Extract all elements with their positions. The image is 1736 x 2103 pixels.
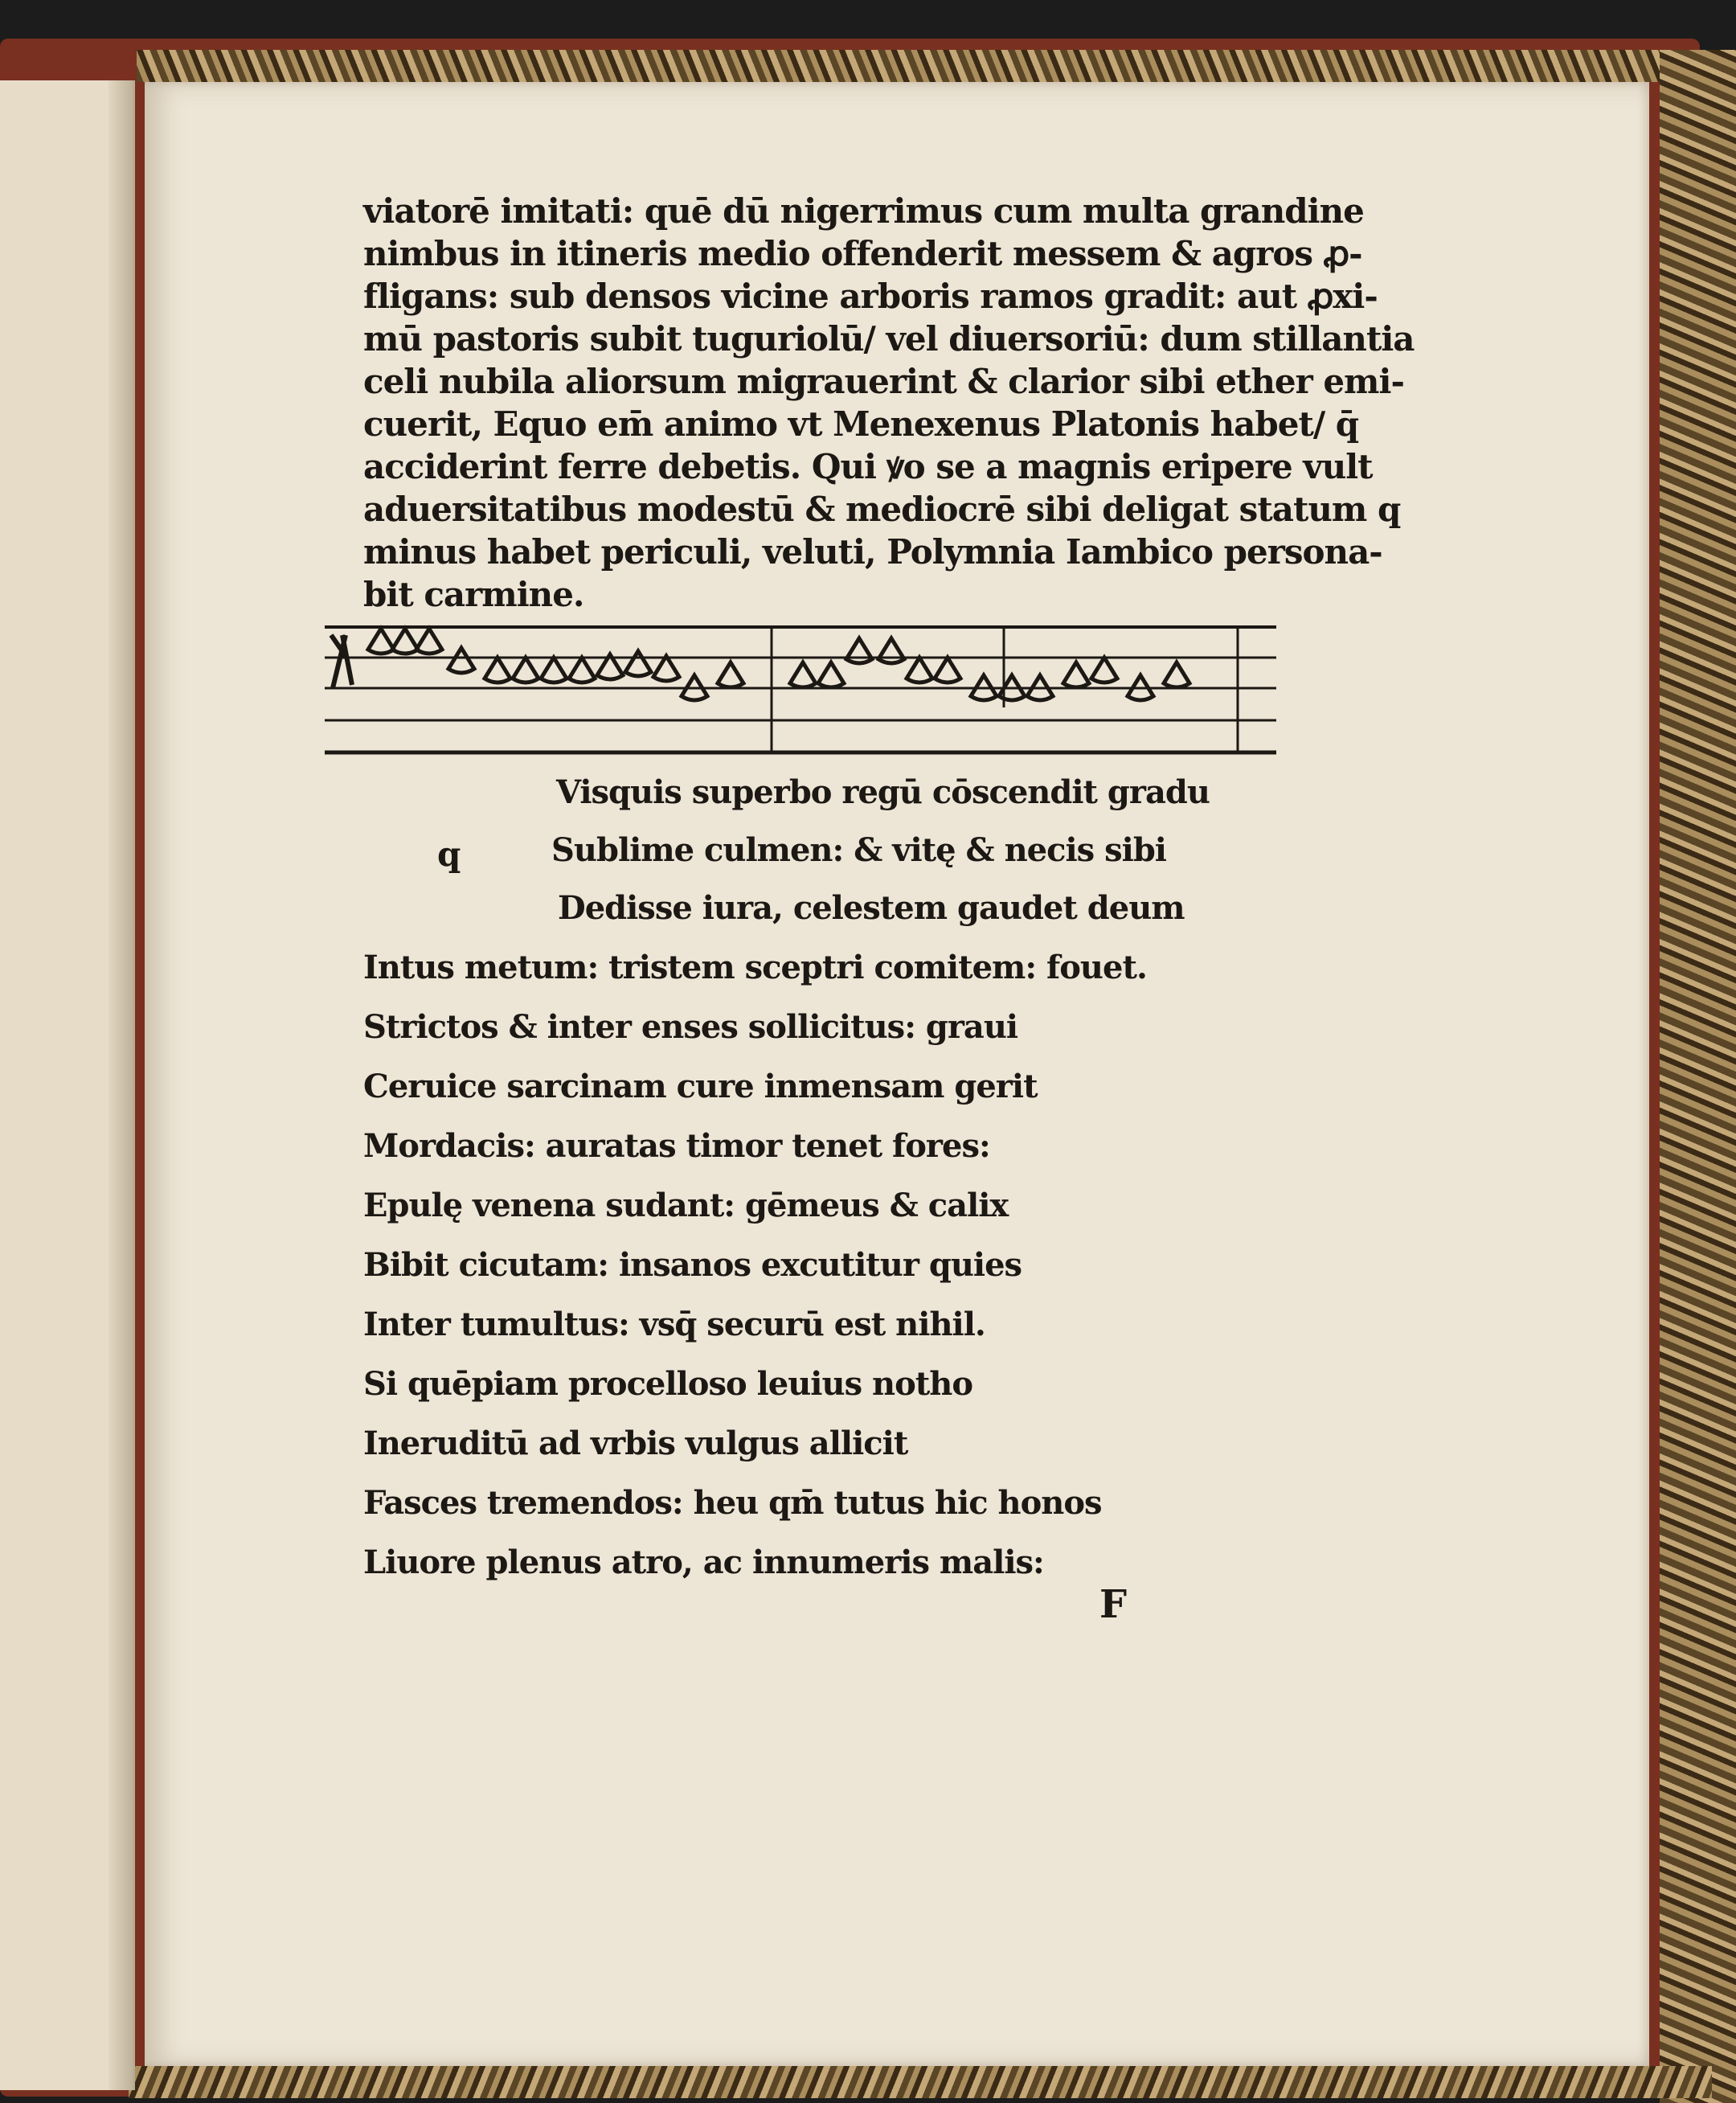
neume-note — [416, 629, 442, 654]
prose-line: celi nubila aliorsum migrauerint & clarior sibi ether emi- — [363, 362, 1404, 401]
neume-note — [653, 656, 679, 681]
left-page — [0, 80, 135, 2090]
verse-line: Ceruice sarcinam cure inmensam gerit — [363, 1068, 1038, 1105]
marbled-edge-top — [137, 50, 1712, 82]
gutter-shadow — [108, 80, 133, 2090]
music-staff — [325, 611, 1281, 764]
verse-line: Epulę venena sudant: gēmeus & calix — [363, 1187, 1009, 1224]
verse-line: Strictos & inter enses sollicitus: graui — [363, 1008, 1018, 1046]
verse-line: Intus metum: tristem sceptri comitem: fouet. — [363, 949, 1147, 986]
prose-line: aduersitatibus modestū & mediocrē sibi deligat statum q — [363, 490, 1401, 529]
prose-line: cuerit, Equo em̄ animo vt Menexenus Platonis habet/ q̄ — [363, 404, 1359, 444]
neume-note — [485, 658, 510, 683]
neume-note — [1091, 658, 1117, 683]
prose-line: bit carmine. — [363, 575, 584, 614]
verse-line: Dedisse iura, celestem gaudet deum — [558, 889, 1185, 927]
verse-line: Fasces tremendos: heu qm̄ tutus hic honos — [363, 1484, 1102, 1522]
clef-icon — [331, 635, 352, 688]
prose-block — [363, 190, 1415, 616]
neume-note — [935, 658, 960, 683]
verse-line: Visquis superbo regū cōscendit gradu — [556, 773, 1210, 811]
neume-note — [1063, 662, 1089, 687]
verse-line: Ineruditū ad vrbis vulgus allicit — [363, 1425, 908, 1462]
neume-note — [878, 638, 904, 663]
verse-line: Sublime culmen: & vitę & necis sibi — [551, 831, 1166, 869]
neume-note — [448, 648, 474, 673]
neume-note — [907, 658, 932, 683]
neume-note — [625, 651, 651, 676]
verse-line: Liuore plenus atro, ac innumeris malis: — [363, 1543, 1044, 1581]
neume-note — [790, 662, 816, 687]
signature-mark: F — [1099, 1582, 1128, 1627]
prose-line: nimbus in itineris medio offenderit messem & agros ꝓ- — [363, 234, 1362, 273]
prose-line: fligans: sub densos vicine arboris ramos gradit: aut ꝓxi- — [363, 277, 1378, 316]
prose-line: mū pastoris subit tuguriolū/ vel diuersoriū: dum stillantia — [363, 319, 1415, 359]
marginal-letter: q — [437, 834, 461, 874]
prose-line: acciderint ferre debetis. Qui ꝟo se a magnis eripere vult — [363, 447, 1373, 486]
neume-note — [718, 662, 743, 687]
neume-note — [513, 658, 538, 683]
verse-line: Si quēpiam procelloso leuius notho — [363, 1365, 973, 1403]
neume-note — [846, 638, 872, 663]
verse-line: Bibit cicutam: insanos excutitur quies — [363, 1246, 1022, 1284]
marbled-edge-right — [1660, 50, 1736, 2103]
prose-line: minus habet periculi, veluti, Polymnia Iambico persona- — [363, 532, 1382, 572]
neume-note — [818, 662, 844, 687]
neumes — [368, 629, 1189, 700]
verse-line: Inter tumultus: vsq̄ securū est nihil. — [363, 1306, 985, 1343]
neume-note — [541, 658, 567, 683]
neume-note — [1164, 662, 1189, 687]
neume-note — [569, 658, 595, 683]
marbled-edge-bottom — [129, 2066, 1712, 2098]
prose-line: viatorē imitati: quē dū nigerrimus cum multa grandine — [363, 191, 1364, 231]
verse-line: Mordacis: auratas timor tenet fores: — [363, 1127, 990, 1165]
